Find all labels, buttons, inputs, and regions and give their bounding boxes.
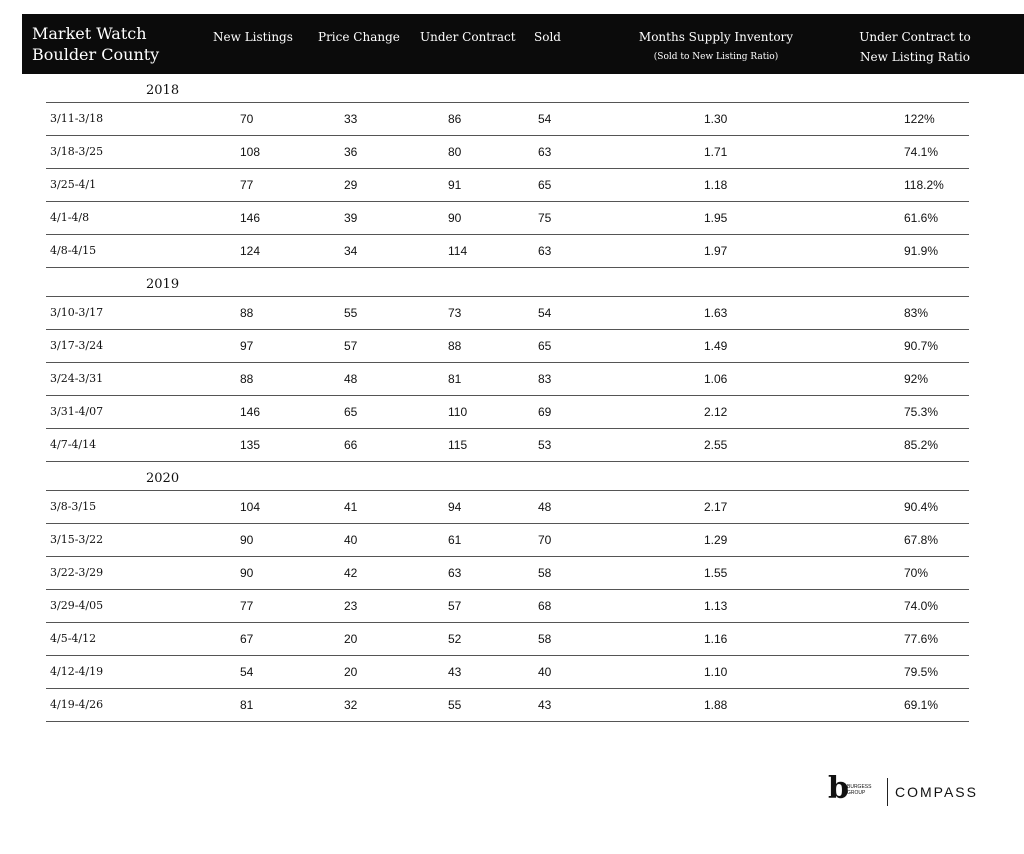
cell-price-change: 39 (344, 211, 358, 225)
cell-price-change: 29 (344, 178, 358, 192)
table-row (46, 656, 969, 689)
cell-months-supply: 1.95 (704, 211, 728, 225)
cell-new-listings: 88 (240, 306, 254, 320)
cell-uc-ratio: 91.9% (904, 244, 939, 258)
cell-sold: 69 (538, 405, 552, 419)
cell-uc-ratio: 79.5% (904, 665, 939, 679)
cell-sold: 70 (538, 533, 552, 547)
cell-under-contract: 57 (448, 599, 462, 613)
cell-date: 3/22-3/29 (50, 566, 104, 579)
col-header-sold: Sold (534, 30, 561, 44)
cell-uc-ratio: 61.6% (904, 211, 939, 225)
cell-price-change: 34 (344, 244, 358, 258)
cell-new-listings: 108 (240, 145, 261, 159)
cell-uc-ratio: 122% (904, 112, 935, 126)
cell-sold: 58 (538, 566, 552, 580)
cell-date: 3/25-4/1 (50, 178, 97, 191)
cell-sold: 75 (538, 211, 552, 225)
cell-price-change: 40 (344, 533, 358, 547)
table-row (46, 330, 969, 363)
cell-new-listings: 104 (240, 500, 261, 514)
cell-new-listings: 146 (240, 211, 261, 225)
table-row (46, 590, 969, 623)
cell-sold: 83 (538, 372, 552, 386)
logo-divider (887, 778, 888, 806)
cell-date: 4/19-4/26 (50, 698, 104, 711)
table-header (22, 14, 1024, 74)
col-header-price-change: Price Change (318, 30, 400, 44)
table-row (46, 103, 969, 136)
cell-date: 4/12-4/19 (50, 665, 104, 678)
table-row (46, 689, 969, 722)
cell-price-change: 65 (344, 405, 358, 419)
cell-under-contract: 43 (448, 665, 462, 679)
cell-months-supply: 1.18 (704, 178, 728, 192)
cell-under-contract: 52 (448, 632, 462, 646)
cell-date: 4/1-4/8 (50, 211, 90, 224)
year-label: 2018 (146, 83, 180, 98)
cell-sold: 54 (538, 306, 552, 320)
cell-price-change: 23 (344, 599, 358, 613)
col-header-uc-ratio (856, 27, 974, 67)
year-row (46, 462, 969, 491)
cell-new-listings: 77 (240, 599, 254, 613)
col-header-months-supply-sub: (Sold to New Listing Ratio) (653, 52, 779, 62)
cell-date: 4/7-4/14 (50, 438, 97, 451)
cell-sold: 48 (538, 500, 552, 514)
table-row (46, 297, 969, 330)
cell-new-listings: 124 (240, 244, 261, 258)
cell-months-supply: 2.55 (704, 438, 728, 452)
cell-months-supply: 1.63 (704, 306, 728, 320)
cell-new-listings: 90 (240, 533, 254, 547)
table-row (46, 363, 969, 396)
cell-date: 3/10-3/17 (50, 306, 104, 319)
cell-uc-ratio: 92% (904, 372, 929, 386)
table-row (46, 396, 969, 429)
cell-under-contract: 55 (448, 698, 462, 712)
cell-under-contract: 81 (448, 372, 462, 386)
cell-under-contract: 110 (448, 405, 468, 419)
cell-months-supply: 1.55 (704, 566, 728, 580)
cell-under-contract: 94 (448, 500, 462, 514)
year-label: 2020 (146, 471, 180, 486)
cell-uc-ratio: 90.4% (904, 500, 939, 514)
table-row (46, 169, 969, 202)
cell-sold: 63 (538, 244, 552, 258)
cell-months-supply: 1.30 (704, 112, 728, 126)
cell-sold: 68 (538, 599, 552, 613)
compass-logo: COMPASS (895, 784, 978, 800)
cell-sold: 54 (538, 112, 552, 126)
cell-months-supply: 1.49 (704, 339, 728, 353)
cell-price-change: 20 (344, 632, 358, 646)
cell-months-supply: 1.97 (704, 244, 728, 258)
cell-price-change: 57 (344, 339, 358, 353)
table-row (46, 557, 969, 590)
cell-uc-ratio: 75.3% (904, 405, 939, 419)
table-row (46, 524, 969, 557)
cell-date: 3/15-3/22 (50, 533, 104, 546)
col-header-new-listings: New Listings (213, 30, 293, 44)
cell-date: 3/31-4/07 (50, 405, 104, 418)
market-table (46, 74, 969, 722)
cell-under-contract: 91 (448, 178, 462, 192)
cell-new-listings: 70 (240, 112, 254, 126)
year-row (46, 268, 969, 297)
cell-uc-ratio: 69.1% (904, 698, 939, 712)
burgess-b-icon: b (828, 771, 849, 806)
year-label: 2019 (146, 277, 180, 292)
col-header-uc-ratio-line-1: Under Contract to (859, 30, 971, 44)
cell-date: 3/24-3/31 (50, 372, 104, 385)
table-row (46, 491, 969, 524)
cell-price-change: 32 (344, 698, 358, 712)
col-header-months-supply (632, 27, 800, 67)
cell-months-supply: 2.12 (704, 405, 728, 419)
cell-new-listings: 146 (240, 405, 261, 419)
cell-new-listings: 135 (240, 438, 261, 452)
cell-date: 3/8-3/15 (50, 500, 97, 513)
cell-sold: 63 (538, 145, 552, 159)
cell-price-change: 41 (344, 500, 358, 514)
cell-new-listings: 81 (240, 698, 254, 712)
page-title (32, 23, 159, 65)
cell-price-change: 33 (344, 112, 358, 126)
cell-price-change: 66 (344, 438, 358, 452)
cell-date: 4/5-4/12 (50, 632, 97, 645)
cell-sold: 53 (538, 438, 552, 452)
cell-uc-ratio: 70% (904, 566, 929, 580)
table-row (46, 136, 969, 169)
table-row (46, 202, 969, 235)
col-header-months-supply-title: Months Supply Inventory (638, 30, 794, 44)
col-header-under-contract: Under Contract (420, 30, 516, 44)
cell-sold: 40 (538, 665, 552, 679)
title-line-2: Boulder County (32, 45, 160, 64)
cell-under-contract: 86 (448, 112, 462, 126)
cell-under-contract: 61 (448, 533, 462, 547)
cell-months-supply: 1.06 (704, 372, 728, 386)
brand-logo (828, 771, 988, 808)
cell-under-contract: 63 (448, 566, 462, 580)
cell-under-contract: 114 (448, 244, 468, 258)
cell-date: 3/11-3/18 (50, 112, 104, 125)
cell-uc-ratio: 67.8% (904, 533, 939, 547)
cell-sold: 65 (538, 339, 552, 353)
cell-price-change: 48 (344, 372, 358, 386)
cell-months-supply: 1.10 (704, 665, 728, 679)
col-header-uc-ratio-line-2: New Listing Ratio (860, 50, 970, 64)
cell-price-change: 42 (344, 566, 358, 580)
cell-date: 3/29-4/05 (50, 599, 104, 612)
cell-under-contract: 80 (448, 145, 462, 159)
cell-months-supply: 1.71 (704, 145, 728, 159)
cell-uc-ratio: 90.7% (904, 339, 939, 353)
cell-under-contract: 115 (448, 438, 468, 452)
cell-price-change: 20 (344, 665, 358, 679)
cell-months-supply: 1.88 (704, 698, 728, 712)
cell-months-supply: 1.16 (704, 632, 728, 646)
cell-uc-ratio: 77.6% (904, 632, 939, 646)
cell-sold: 65 (538, 178, 552, 192)
cell-sold: 43 (538, 698, 552, 712)
cell-new-listings: 97 (240, 339, 254, 353)
cell-price-change: 55 (344, 306, 358, 320)
cell-months-supply: 1.13 (704, 599, 728, 613)
cell-date: 4/8-4/15 (50, 244, 97, 257)
year-row (46, 74, 969, 103)
cell-uc-ratio: 83% (904, 306, 929, 320)
cell-price-change: 36 (344, 145, 358, 159)
cell-months-supply: 1.29 (704, 533, 728, 547)
cell-date: 3/17-3/24 (50, 339, 104, 352)
cell-under-contract: 73 (448, 306, 462, 320)
cell-uc-ratio: 85.2% (904, 438, 939, 452)
cell-new-listings: 54 (240, 665, 254, 679)
title-line-1: Market Watch (32, 24, 147, 43)
cell-under-contract: 90 (448, 211, 462, 225)
cell-under-contract: 88 (448, 339, 462, 353)
cell-uc-ratio: 74.1% (904, 145, 939, 159)
cell-new-listings: 90 (240, 566, 254, 580)
cell-date: 3/18-3/25 (50, 145, 104, 158)
cell-uc-ratio: 118.2% (904, 178, 944, 192)
table-row (46, 623, 969, 656)
cell-uc-ratio: 74.0% (904, 599, 939, 613)
table-row (46, 429, 969, 462)
cell-new-listings: 88 (240, 372, 254, 386)
table-row (46, 235, 969, 268)
cell-new-listings: 77 (240, 178, 254, 192)
cell-sold: 58 (538, 632, 552, 646)
cell-months-supply: 2.17 (704, 500, 728, 514)
cell-new-listings: 67 (240, 632, 254, 646)
burgess-group-label: BURGESS GROUP (847, 784, 872, 796)
